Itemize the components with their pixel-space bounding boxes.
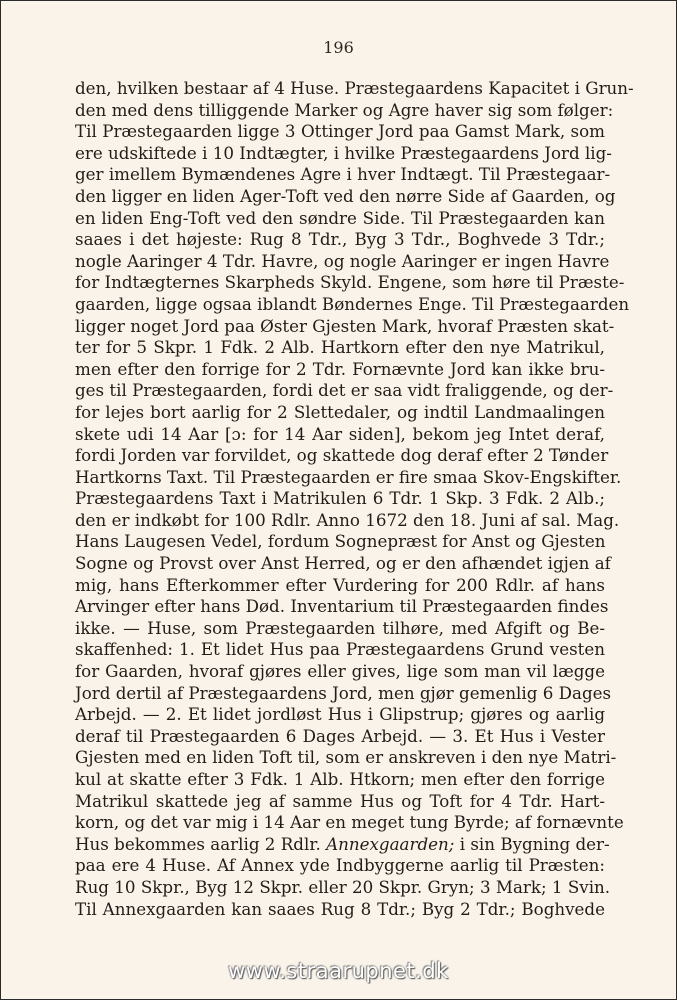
text-line: Rug 10 Skpr., Byg 12 Skpr. eller 20 Skpr. Gryn; 3 Mark; 1 Svin. — [75, 876, 611, 897]
text-line: en liden Eng-Toft ved den søndre Side. Til Præstegaarden kan — [75, 207, 605, 228]
text-line: nogle Aaringer 4 Tdr. Havre, og nogle Aaringer er ingen Havre — [75, 250, 610, 271]
text-line: den, hvilken bestaar af 4 Huse. Præstegaardens Kapacitet i Grun- — [75, 78, 634, 98]
text-line: men efter den forrige for 2 Tdr. Fornævnte Jord kan ikke bru- — [75, 358, 605, 379]
italic-term: Annexgaarden; — [326, 833, 455, 854]
text-line: skete udi 14 Aar [ɔ: for 14 Aar siden], bekom jeg Intet deraf, — [75, 423, 605, 444]
text-line: Til Præstegaarden ligge 3 Ottinger Jord paa Gamst Mark, som — [75, 121, 605, 142]
text-line: kul at skatte efter 3 Fdk. 1 Alb. Htkorn; men efter den forrige — [75, 769, 605, 789]
text-line: Hartkorns Taxt. Til Præstegaarden er fire smaa Skov-Engskifter. — [75, 466, 622, 487]
text-line: paa ere 4 Huse. Af Annex yde Indbyggerne aarlig til Præsten: — [75, 855, 605, 876]
text-line: korn, og det var mig i 14 Aar en meget tung Byrde; af fornævnte — [75, 812, 624, 833]
page-number: 196 — [323, 38, 354, 57]
text-line: Gjesten med en liden Toft til, som er anskreven i den nye Matri- — [75, 747, 617, 768]
text-line: ere udskiftede i 10 Indtægter, i hvilke Præstegaardens Jord lig- — [75, 142, 612, 163]
text-line: deraf til Præstegaarden 6 Dages Arbejd. — 3. Et Hus i Vester — [75, 725, 605, 746]
text-line: ter for 5 Skpr. 1 Fdk. 2 Alb. Hartkorn efter den nye Matrikul, — [75, 337, 605, 358]
text-line: ikke. — Huse, som Præstegaarden tilhøre, med Afgift og Be- — [75, 617, 605, 638]
body-text — [75, 78, 634, 920]
text-line: den er indkøbt for 100 Rdlr. Anno 1672 den 18. Juni af sal. Mag. — [75, 509, 620, 530]
text-line: Sogne og Provst over Anst Herred, og er den afhændet igjen af — [75, 553, 611, 574]
text-line: saaes i det højeste: Rug 8 Tdr., Byg 3 Tdr., Boghvede 3 Tdr.; — [75, 229, 605, 250]
text-segment: Hus bekommes aarlig 2 Rdlr. — [75, 833, 321, 854]
text-line: gaarden, ligge ogsaa iblandt Bøndernes Enge. Til Præstegaarden — [75, 293, 630, 314]
text-line: ges til Præstegaarden, fordi det er saa vidt fraliggende, og der- — [75, 380, 614, 401]
text-line: Arvinger efter hans Død. Inventarium til Præstegaarden findes — [75, 596, 609, 617]
text-line: ger imellem Bymændenes Agre i hver Indtægt. Til Præstegaar- — [75, 164, 611, 185]
text-line: Til Annexgaarden kan saaes Rug 8 Tdr.; Byg 2 Tdr.; Boghvede — [75, 898, 605, 919]
text-line: Arbejd. — 2. Et lidet jordløst Hus i Glipstrup; gjøres og aarlig — [75, 704, 605, 725]
text-line: fordi Jorden var forvildet, og skattede dog deraf efter 2 Tønder — [75, 445, 609, 466]
text-line: Hans Laugesen Vedel, fordum Sognepræst for Anst og Gjesten — [75, 531, 606, 552]
text-line: skaffenhed: 1. Et lidet Hus paa Præstegaardens Grund vesten — [75, 639, 605, 660]
site-watermark: www.straarupnet.dk — [228, 959, 449, 983]
text-line: den ligger en liden Ager-Toft ved den nørre Side af Gaarden, og — [75, 185, 616, 206]
text-line: for Indtægternes Skarpheds Skyld. Engene, som høre til Præste- — [75, 272, 625, 293]
text-line: Matrikul skattede jeg af samme Hus og Toft for 4 Tdr. Hart- — [75, 790, 605, 811]
text-line-mixed — [75, 833, 610, 856]
text-line: den med dens tilliggende Marker og Agre haver sig som følger: — [75, 99, 614, 120]
text-line: for Gaarden, hvoraf gjøres eller gives, lige som man vil lægge — [75, 661, 605, 682]
text-line: Præstegaardens Taxt i Matrikulen 6 Tdr. 1 Skp. 3 Fdk. 2 Alb.; — [75, 488, 605, 509]
text-line: ligger noget Jord paa Øster Gjesten Mark, hvoraf Præsten skat- — [75, 315, 615, 336]
text-line: Jord dertil af Præstegaardens Jord, men gjør gemenlig 6 Dages — [75, 682, 612, 703]
text-line: for lejes bort aarlig for 2 Slettedaler, og indtil Landmaalingen — [75, 401, 605, 422]
text-line: mig, hans Efterkommer efter Vurdering for 200 Rdlr. af hans — [75, 574, 605, 595]
text-segment: i sin Bygning der- — [459, 833, 610, 854]
